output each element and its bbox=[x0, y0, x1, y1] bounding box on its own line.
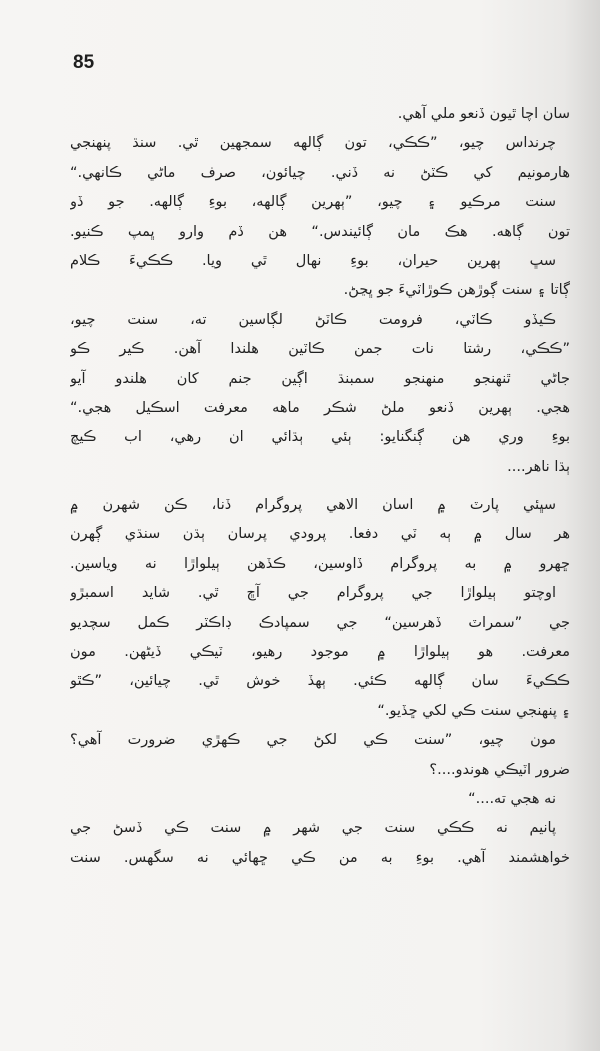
text-line: هجي. ٻهرين ڏنعو ملڻ شڪر ماهه معرفت اسڪيل هجي.“ bbox=[70, 399, 570, 416]
text-line: جاڻي ٿنهنجو منهنجو سمبنڌ اڳين جنم کان هلندو آيو bbox=[70, 370, 570, 387]
text-line: مون چيو، ”سنت ڪي لکڻ جي ڪهڙي ضرورت آهي؟ bbox=[70, 732, 556, 749]
text-line: سان اچا ٿيون ڏنعو ملي آهي. bbox=[397, 106, 570, 122]
body-text bbox=[70, 100, 570, 873]
text-line: جي ”سمراٽ ڏهرسين“ جي سمپادڪ ڊاڪٽر ڪمل سچديو bbox=[70, 614, 570, 631]
page-number: 85 bbox=[73, 52, 95, 73]
text-line: ڇهرو ۾ به پروگرام ڏاوسين، ڪڏهن ٻيلواڙا نه وياسين. bbox=[70, 555, 570, 572]
text-line: بوءِ وري هن ڳنگنايو: ٻئي ٻڌائي ان رهي، اب ڪيچ bbox=[70, 429, 570, 446]
text-line: ٻڌا ناهر.... bbox=[507, 458, 570, 475]
text-line: تون ڳاهه. هڪ مان ڳائيندس.“ هن ڏم وارو ڀمپ ڪنيو. bbox=[70, 223, 570, 240]
text-line: اوچتو ٻيلواڙا جي پروگرام جي آڇ ٿي. شايد اسمبڙو bbox=[70, 585, 556, 602]
text-line: سنت مرڪيو ۽ چيو، ”ٻهرين ڳالهه، بوءِ ڳالهه. جو ڏو bbox=[70, 194, 556, 211]
text-line: سڀ ٻهرين حيران، بوءِ نهال ٿي ويا. ڪڪيءَ ڪلام bbox=[70, 252, 556, 269]
text-line: ڳاتا ۽ سنت ڳوڙهن ڪوڙاٽيءَ جو ڀڃڻ. bbox=[343, 282, 570, 299]
text-line: چرنداس چيو، ”ڪڪي، تون ڳالهه سمجهين ٿي. سنڌ پنهنجي bbox=[70, 135, 556, 152]
text-line: سڀئي پارٽ ۾ اسان الاهي پروگرام ڏنا، ڪن شهرن ۾ bbox=[70, 497, 556, 514]
text-line: ۽ پنهنجي سنت ڪي لکي ڇڏيو.“ bbox=[377, 702, 570, 719]
text-line: نه هجي ته....“ bbox=[468, 790, 556, 807]
text-line: ڪڪيءَ سان ڳالهه ڪئي. ٻهڏ خوش ٿي. چيائين، ”ڪٿو bbox=[70, 673, 570, 690]
text-line: ضرور اٽيڪي هوندو....؟ bbox=[429, 761, 570, 778]
text-line: ”ڪڪي، رشتا نات جمن ڪاٽين هلندا آهن. ڪير ڪو bbox=[70, 341, 570, 358]
text-line: خواهشمند آهي. بوءِ به من ڪي ڇهائي نه سگهس. سنت bbox=[70, 849, 570, 866]
text-line: پانيم نه ڪڪي سنت جي شهر ۾ سنت ڪي ڏسڻ جي bbox=[70, 820, 556, 837]
text-line: هارمونيم کي ڪٽڻ نه ڏني. چيائون، صرف ماڻي ڪانهي.“ bbox=[70, 164, 570, 181]
text-line: ڪيڏو ڪاٽي، فرومت ڪاٽڻ لڳاسين ته، سنت چيو، bbox=[70, 311, 556, 328]
text-line: هر سال ۾ ٻه ٽي دفعا. پرودي پرسان ٻڌن سنڌي ڳهرن bbox=[70, 526, 570, 543]
text-line: معرفت. هو ٻيلواڙا ۾ موجود رهيو، ٽيڪي ڏيڻهن. مون bbox=[70, 644, 570, 661]
